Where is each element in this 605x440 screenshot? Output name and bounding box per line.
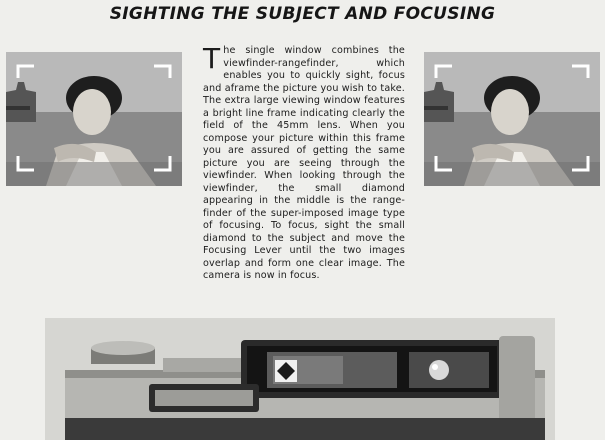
viewfinder-photo-left <box>6 52 182 186</box>
instruction-text: he single window combines the viewfinder-rangefinder, which enables you to quickly sight, focus and aframe the picture you wish to take. The extra large viewing window features a bright line frame indicating clearly the field of the 45mm lens. When you compose your picture within this frame you are assured of getting the same picture you are seeing through the viewfinder. When looking through the viewfinder, the small diamond appearing in the middle is the range-finder of the super-imposed image type of focusing. To focus, sight the small diamond to the subject and move the Focusing Lever until the two images overlap and form one clear image. The camera is now in focus. <box>203 45 405 281</box>
viewfinder-photo-right <box>424 52 600 186</box>
camera-photo <box>45 318 555 440</box>
dropcap-letter: T <box>203 42 221 75</box>
instruction-paragraph <box>203 42 405 283</box>
page-title: SIGHTING THE SUBJECT AND FOCUSING <box>109 4 496 24</box>
